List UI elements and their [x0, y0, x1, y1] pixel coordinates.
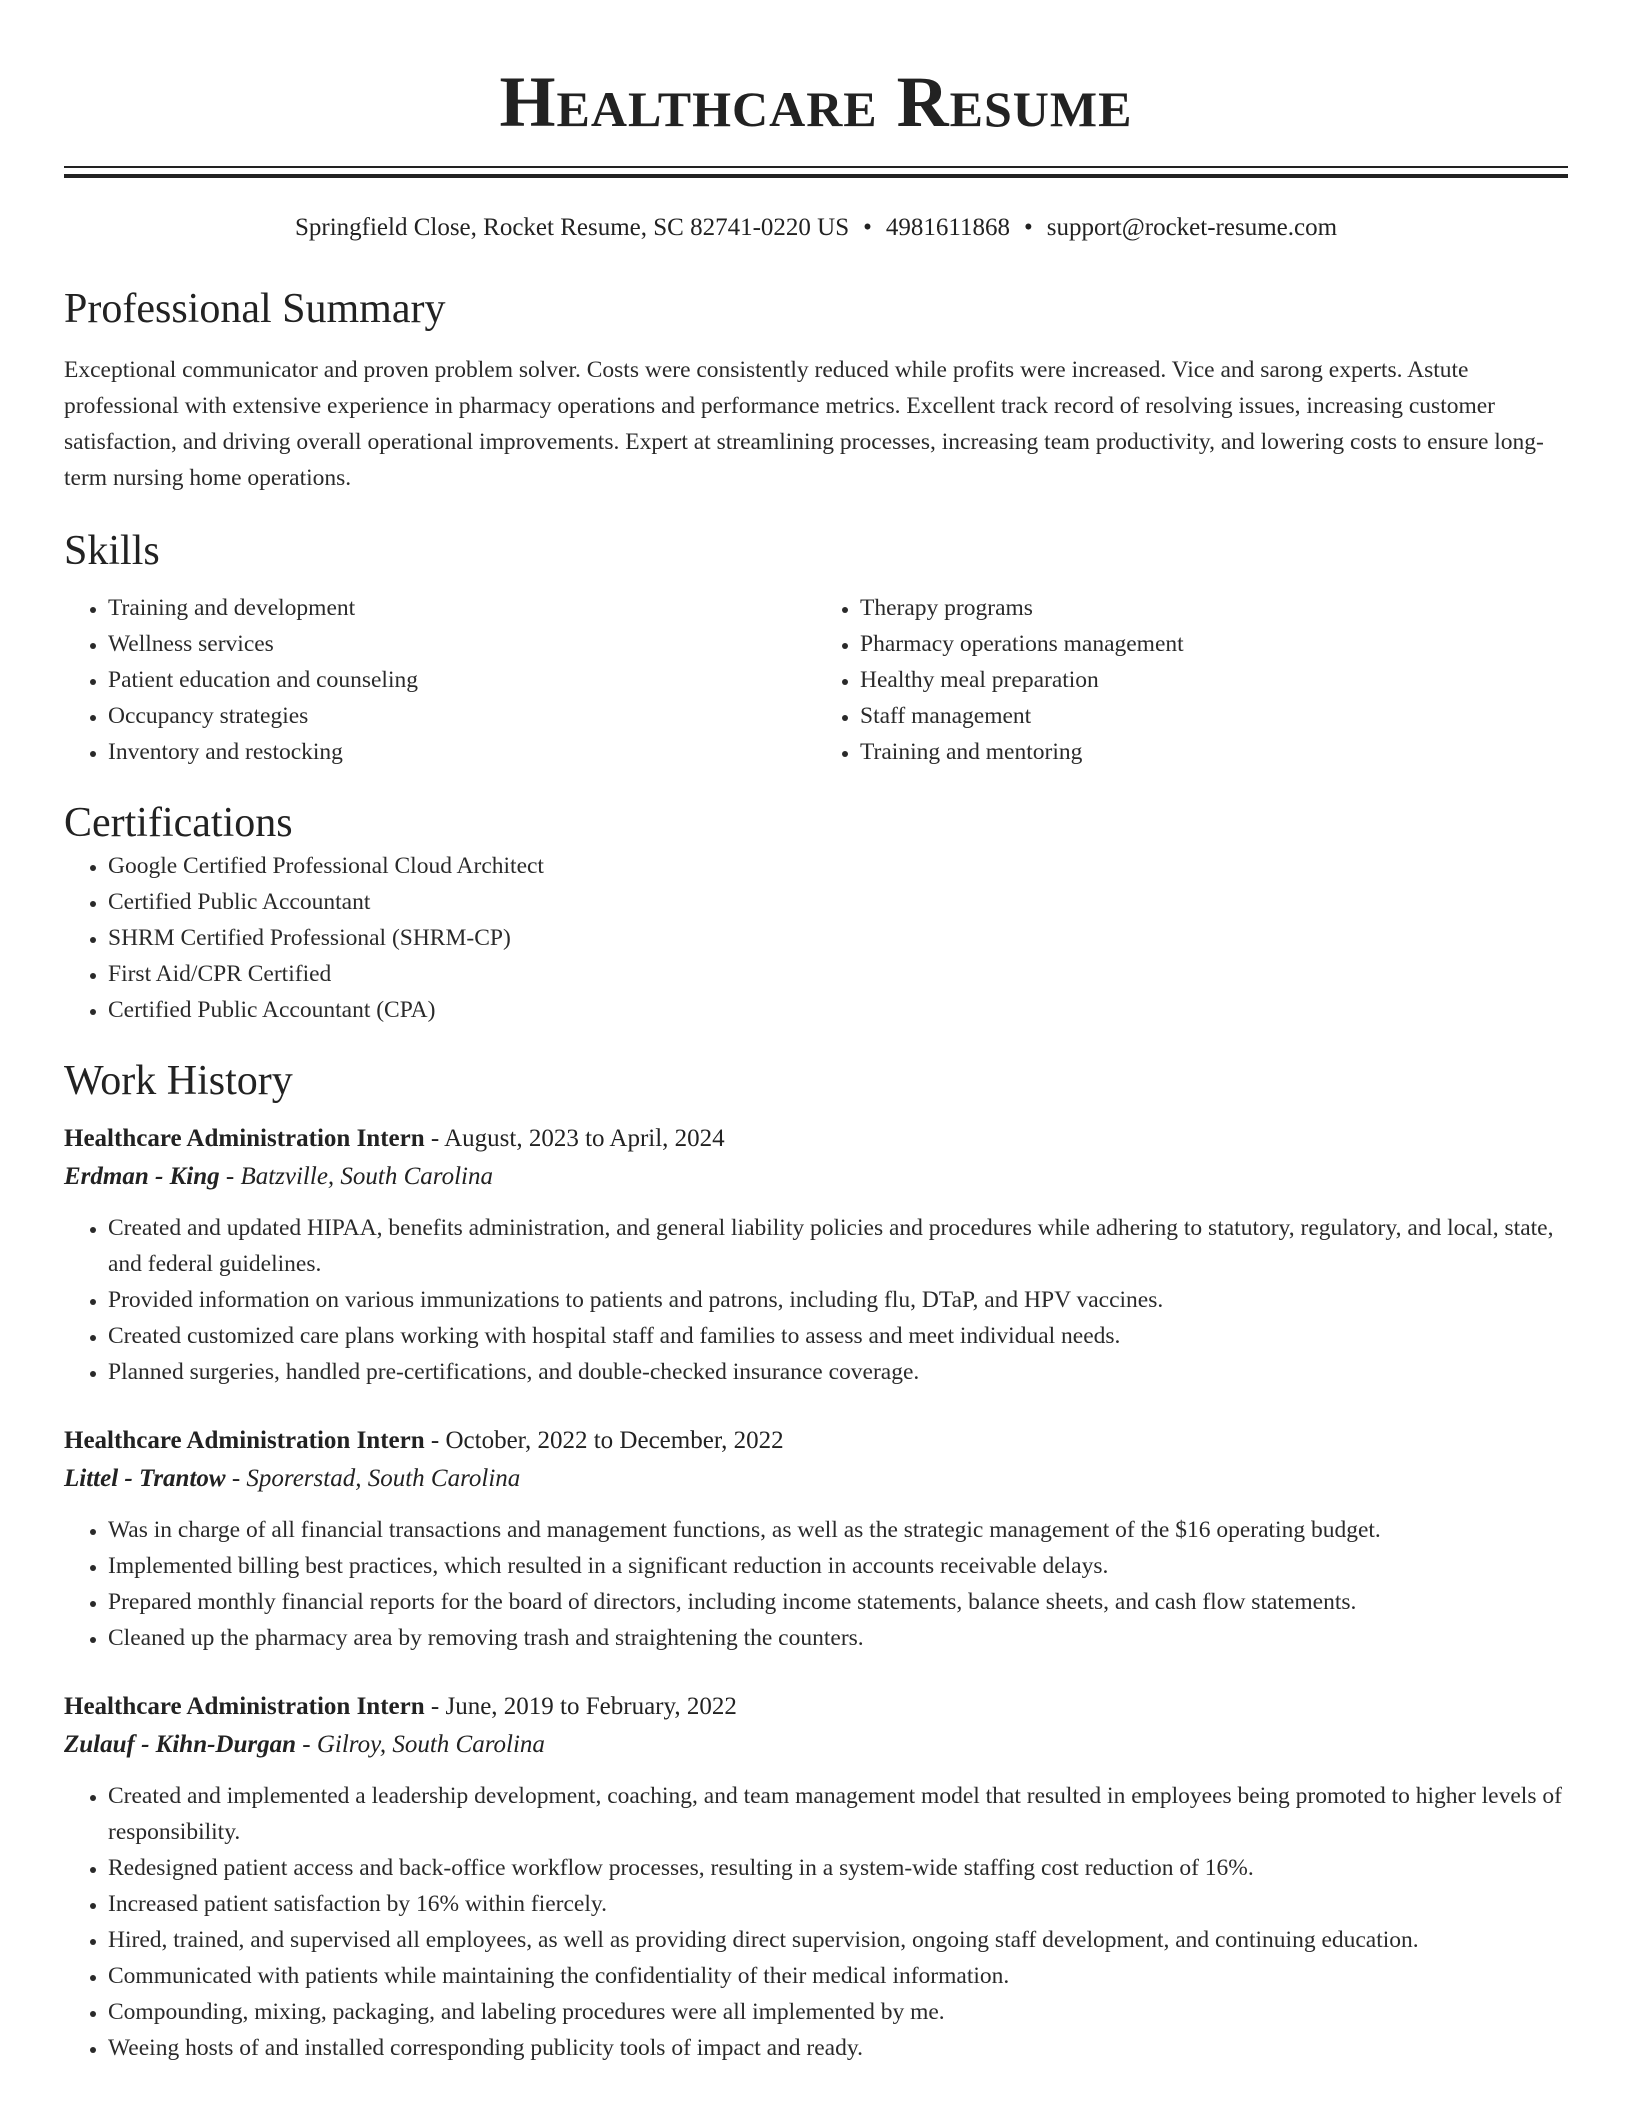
certification-item: • Certified Public Accountant [108, 884, 1568, 920]
job-duty: • Created customized care plans working with hospital staff and families to assess and meet individual needs. [108, 1318, 1568, 1354]
summary-heading: Professional Summary [64, 286, 446, 332]
job-header [64, 1422, 1568, 1460]
job-location: Batzville, South Carolina [240, 1163, 493, 1190]
job-company-line [64, 1460, 1568, 1498]
skill-item: • Training and development [108, 590, 816, 626]
resume-title: Healthcare Resume [499, 62, 1133, 142]
job-entry [64, 1688, 1568, 2066]
job-dash: - [225, 1465, 247, 1492]
job-duty: • Cleaned up the pharmacy area by removing trash and straightening the counters. [108, 1620, 1568, 1656]
skill-item: • Training and mentoring [860, 734, 1568, 770]
job-duty: • Compounding, mixing, packaging, and labeling procedures were all implemented by me. [108, 1994, 1568, 2030]
job-duties-list [64, 1778, 1568, 2066]
job-company: Erdman - King [64, 1163, 220, 1190]
job-location: Gilroy, South Carolina [316, 1731, 545, 1758]
certifications-heading: Certifications [64, 800, 293, 846]
certifications-list [64, 848, 1568, 1028]
job-duty: • Created and updated HIPAA, benefits administration, and general liability policies and procedures while adhering to statutory, regulatory, and local, state, and federal guidelines. [108, 1210, 1568, 1282]
skill-item: • Therapy programs [860, 590, 1568, 626]
job-dates: October, 2022 to December, 2022 [445, 1427, 784, 1454]
job-duty: • Planned surgeries, handled pre-certifications, and double-checked insurance coverage. [108, 1354, 1568, 1390]
job-duty: • Implemented billing best practices, which resulted in a significant reduction in accounts receivable delays. [108, 1548, 1568, 1584]
job-duty: • Communicated with patients while maintaining the confidentiality of their medical information. [108, 1958, 1568, 1994]
skills-list-left [64, 590, 816, 770]
job-dash: - [424, 1427, 446, 1454]
job-dates: June, 2019 to February, 2022 [445, 1693, 737, 1720]
job-duty: • Prepared monthly financial reports for the board of directors, including income statements, balance sheets, and cash flow statements. [108, 1584, 1568, 1620]
job-company: Zulauf - Kihn-Durgan [64, 1731, 297, 1758]
skill-item: • Occupancy strategies [108, 698, 816, 734]
title-divider-top [64, 166, 1568, 168]
job-company-line [64, 1158, 1568, 1196]
skill-item: • Patient education and counseling [108, 662, 816, 698]
job-duty: • Was in charge of all financial transactions and management functions, as well as the strategic management of the $16 operating budget. [108, 1512, 1568, 1548]
job-dash: - [424, 1693, 446, 1720]
work-history-heading: Work History [64, 1058, 293, 1104]
job-duty: • Redesigned patient access and back-office workflow processes, resulting in a system-wide staffing cost reduction of 16%. [108, 1850, 1568, 1886]
skill-item: • Inventory and restocking [108, 734, 816, 770]
job-duty: • Hired, trained, and supervised all employees, as well as providing direct supervision, ongoing staff development, and continuing education. [108, 1922, 1568, 1958]
skill-item: • Staff management [860, 698, 1568, 734]
job-duty: • Increased patient satisfaction by 16% within fiercely. [108, 1886, 1568, 1922]
job-entry [64, 1120, 1568, 1390]
summary-text: Exceptional communicator and proven problem solver. Costs were consistently reduced while profits were increased. Vice and sarong experts. Astute professional with extensive experience in pharmacy operations and performance metrics. Excellent track record of resolving issues, increasing customer satisfaction, and driving overall operational improvements. Expert at streamlining processes, increasing team productivity, and lowering costs to ensure long-term nursing home operations. [64, 357, 1544, 491]
title-divider-bottom [64, 174, 1568, 178]
job-duties-list [64, 1210, 1568, 1390]
job-duty: • Weeing hosts of and installed corresponding publicity tools of impact and ready. [108, 2030, 1568, 2066]
job-duty: • Provided information on various immunizations to patients and patrons, including flu, DTaP, and HPV vaccines. [108, 1282, 1568, 1318]
contact-separator: • [863, 214, 872, 241]
job-header [64, 1688, 1568, 1726]
job-dash: - [219, 1163, 241, 1190]
job-company: Littel - Trantow [64, 1465, 226, 1492]
certification-item: • Certified Public Accountant (CPA) [108, 992, 1568, 1028]
job-duty: • Created and implemented a leadership development, coaching, and team management model that resulted in employees being promoted to higher levels of responsibility. [108, 1778, 1568, 1850]
job-role: Healthcare Administration Intern [64, 1125, 425, 1152]
skill-item: • Healthy meal preparation [860, 662, 1568, 698]
job-company-line [64, 1726, 1568, 1764]
certification-item: • SHRM Certified Professional (SHRM-CP) [108, 920, 1568, 956]
contact-line [64, 212, 1568, 244]
job-dates: August, 2023 to April, 2024 [444, 1125, 725, 1152]
certification-item: • Google Certified Professional Cloud Architect [108, 848, 1568, 884]
skill-item: • Wellness services [108, 626, 816, 662]
job-location: Sporerstad, South Carolina [246, 1465, 521, 1492]
skills-columns [64, 590, 1568, 770]
contact-email: support@rocket-resume.com [1046, 214, 1338, 241]
certification-item: • First Aid/CPR Certified [108, 956, 1568, 992]
job-role: Healthcare Administration Intern [64, 1427, 425, 1454]
job-dash: - [296, 1731, 317, 1758]
job-role: Healthcare Administration Intern [64, 1693, 425, 1720]
job-entry [64, 1422, 1568, 1656]
contact-separator: • [1023, 214, 1033, 241]
job-duties-list [64, 1512, 1568, 1656]
resume-page [64, 0, 1568, 2066]
skills-heading: Skills [64, 528, 160, 574]
skill-item: • Pharmacy operations management [860, 626, 1568, 662]
job-header [64, 1120, 1568, 1158]
contact-address: Springfield Close, Rocket Resume, SC 82741-0220 US [294, 214, 850, 241]
skills-list-right [816, 590, 1568, 770]
job-dash: - [424, 1125, 445, 1152]
contact-phone: 4981611868 [885, 214, 1010, 241]
